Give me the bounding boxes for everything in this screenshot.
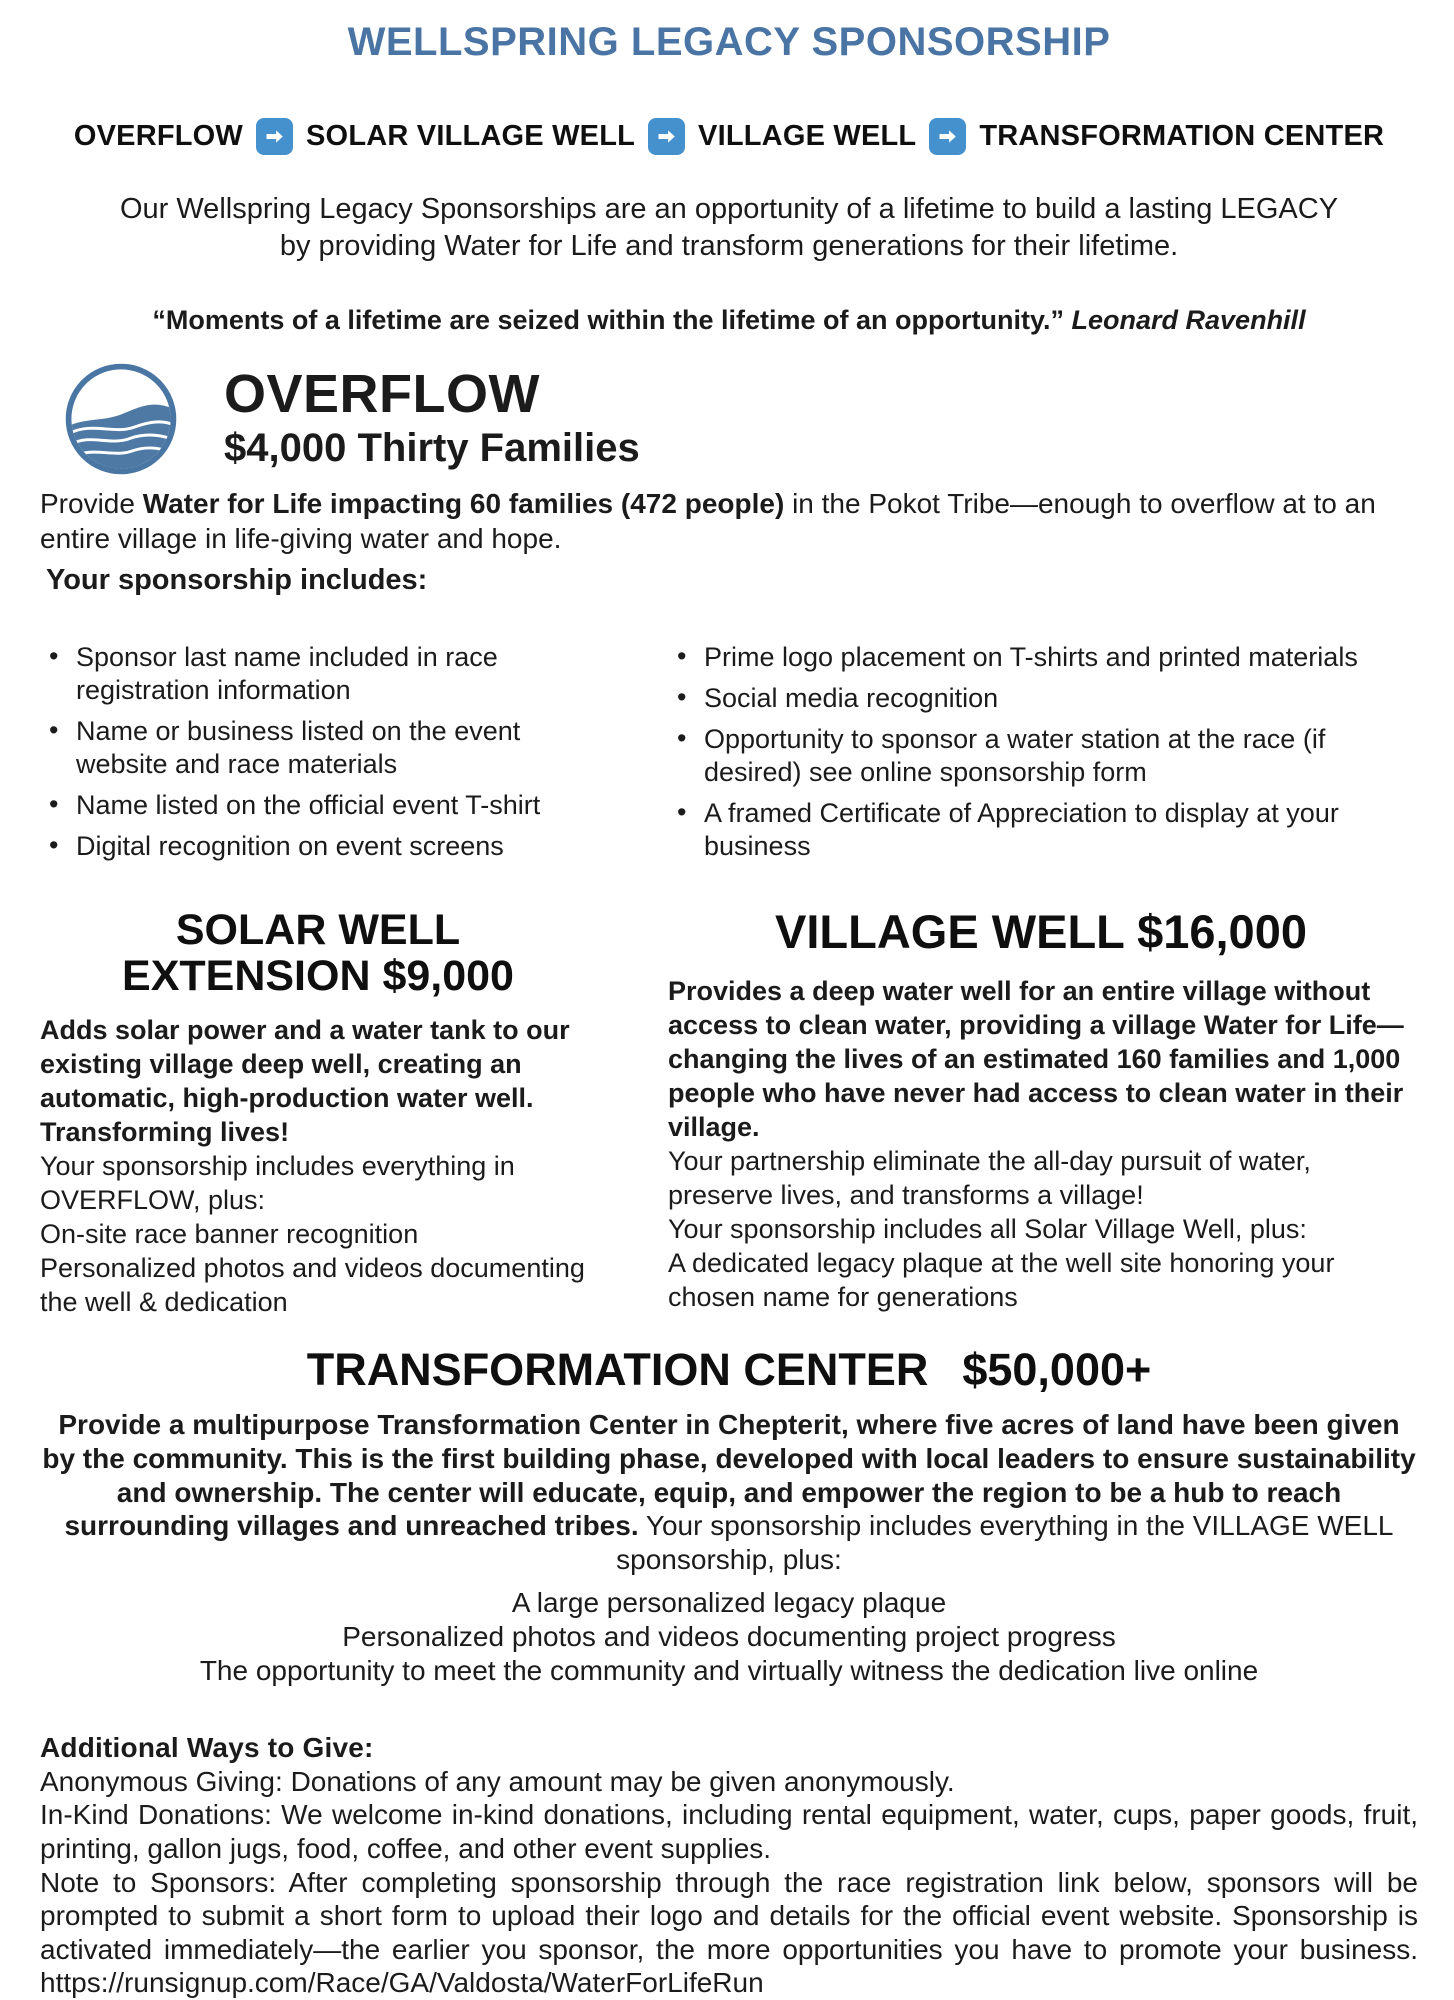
tier-columns (40, 904, 1418, 1319)
solar-well-heading: SOLAR WELL EXTENSION $9,000 (122, 905, 514, 1000)
progression-item-overflow: OVERFLOW (73, 120, 244, 152)
progression-item-village-well: VILLAGE WELL (698, 120, 917, 152)
village-well-heading: VILLAGE WELL $16,000 (775, 904, 1307, 958)
transformation-center-description: Provide a multipurpose Transformation Center in Chepterit, where five acres of land have been given by the community. This is the first building phase, developed with local leaders to ensure sustainability and ownership. The center will educate, equip, and empower the region to be a hub to reach surrounding villages and unreached tribes. Your sponsorship includes everything in the VILLAGE WELL sponsorship, plus: (42, 1409, 1416, 1575)
includes-label: Your sponsorship includes: (46, 564, 428, 597)
transformation-center-heading: TRANSFORMATION CENTER $50,000+ (306, 1343, 1152, 1395)
overflow-heading: OVERFLOW (224, 364, 540, 425)
benefit-item: • Prime logo placement on T-shirts and printed materials (668, 641, 1414, 674)
intro-text: Our Wellspring Legacy Sponsorships are an opportunity of a lifetime to build a lasting LEGACY by providing Water for Life and transform generations for their lifetime. (119, 193, 1339, 263)
village-well-line: Your sponsorship includes all Solar Village Well, plus: (668, 1214, 1307, 1245)
additional-ways-heading: Additional Ways to Give: (40, 1732, 374, 1764)
transformation-center-line: The opportunity to meet the community and virtually witness the dedication live online (199, 1654, 1259, 1686)
quote-author: Leonard Ravenhill (1071, 305, 1306, 336)
benefit-item: • Social media recognition (668, 682, 1414, 715)
benefit-item: • A framed Certificate of Appreciation to display at your business (668, 797, 1414, 863)
in-kind-donations-text: In-Kind Donations: We welcome in-kind donations, including rental equipment, water, cups, paper goods, fruit, printing, gallon jugs, food, coffee, and other event supplies. (40, 1799, 1418, 1865)
solar-well-section (40, 907, 596, 1319)
anonymous-giving-text: Anonymous Giving: Donations of any amount may be given anonymously. (40, 1765, 955, 1797)
overflow-benefits (40, 641, 1418, 871)
tier-progression (40, 118, 1418, 155)
quote-text: “Moments of a lifetime are seized within the lifetime of an opportunity.” (152, 305, 1064, 336)
solar-well-line: Your sponsorship includes everything in OVERFLOW, plus: (40, 1150, 515, 1215)
village-well-line: Your partnership eliminate the all-day pursuit of water, preserve lives, and transforms a village! (668, 1146, 1311, 1211)
right-arrow-icon (929, 118, 966, 155)
additional-ways-section (40, 1731, 1418, 2000)
progression-item-solar-village-well: SOLAR VILLAGE WELL (306, 120, 636, 152)
quote (40, 305, 1418, 336)
overflow-price: $4,000 Thirty Families (224, 426, 640, 471)
overflow-description: Provide Water for Life impacting 60 families (472 people) in the Pokot Tribe—enough to overflow at to an entire village in life-giving water and hope. (40, 488, 1376, 555)
village-well-section (668, 904, 1414, 1319)
right-arrow-icon (648, 118, 685, 155)
page-title: WELLSPRING LEGACY SPONSORSHIP (347, 20, 1111, 64)
solar-well-line: Personalized photos and videos documenting the well & dedication (40, 1252, 585, 1317)
right-arrow-icon (256, 118, 293, 155)
benefit-item: • Name listed on the official event T-shirt (40, 789, 596, 822)
water-waves-logo-icon (64, 362, 178, 476)
progression-item-transformation-center: TRANSFORMATION CENTER (979, 120, 1385, 152)
transformation-center-benefits (40, 1586, 1418, 1687)
overflow-section-header (40, 362, 1418, 476)
village-well-line: A dedicated legacy plaque at the well site honoring your chosen name for generations (668, 1248, 1335, 1313)
transformation-center-line: A large personalized legacy plaque (511, 1587, 947, 1619)
benefits-list-left (40, 641, 596, 871)
transformation-center-section (40, 1345, 1418, 1687)
registration-url[interactable]: https://runsignup.com/Race/GA/Valdosta/WaterForLifeRun (40, 1967, 764, 1999)
benefit-item: • Digital recognition on event screens (40, 830, 596, 863)
benefits-list-right (668, 641, 1414, 871)
transformation-center-line: Personalized photos and videos documenting project progress (342, 1621, 1116, 1653)
solar-well-line: On-site race banner recognition (40, 1218, 419, 1249)
benefit-item: • Opportunity to sponsor a water station at the race (if desired) see online sponsorship form (668, 723, 1414, 789)
note-to-sponsors-text: Note to Sponsors: After completing sponsorship through the race registration link below, sponsors will be prompted to submit a short form to upload their logo and details for the official event website. Sponsorship is activated immediately—the earlier you sponsor, the more opportunities you have to promote your business. https://runsignup.com/Race/GA/Valdosta/WaterForLifeRun (40, 1866, 1418, 1999)
benefit-item: • Name or business listed on the event website and race materials (40, 715, 596, 781)
overflow-heading-block (224, 364, 640, 471)
solar-well-description: Adds solar power and a water tank to our existing village deep well, creating an automatic, high-production water well. Transforming lives! (40, 1014, 570, 1147)
village-well-description: Provides a deep water well for an entire village without access to clean water, providing a village Water for Life—changing the lives of an estimated 160 families and 1,000 people who have never had access to clean water in their village. (668, 976, 1404, 1143)
benefit-item: • Sponsor last name included in race registration information (40, 641, 596, 707)
